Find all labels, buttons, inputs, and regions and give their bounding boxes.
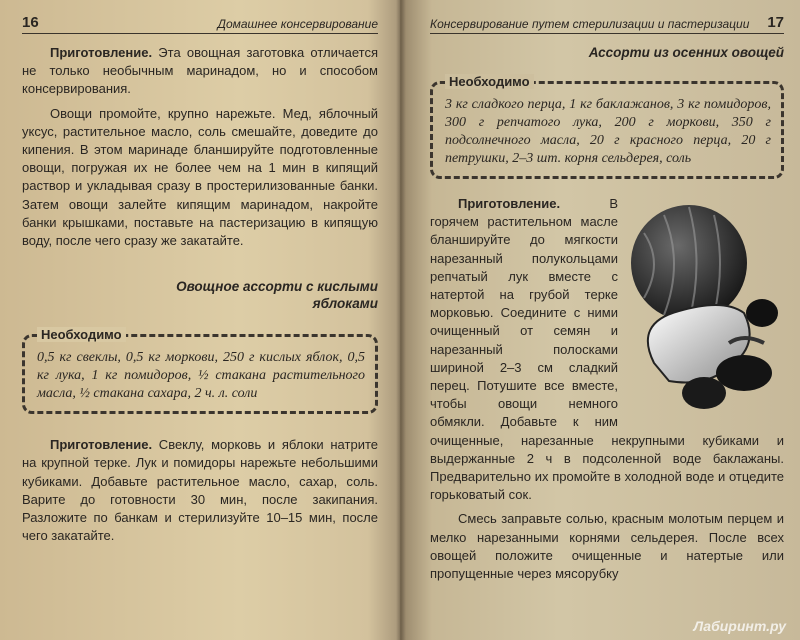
preparation-label: Приготовление. bbox=[50, 437, 153, 453]
right-page-header bbox=[430, 14, 784, 34]
paragraph bbox=[22, 436, 378, 545]
ingredients-box bbox=[22, 327, 378, 414]
ingredients-text: 0,5 кг свеклы, 0,5 кг моркови, 250 г кислых яблок, 0,5 кг лука, 1 кг помидоров, ½ стакана растительного масла, ½ стакана сахара, 2 ч. л. соли bbox=[37, 350, 365, 402]
preparation-section bbox=[430, 195, 784, 583]
ingredients-text: 3 кг сладкого перца, 1 кг баклажанов, 3 кг помидоров, 300 г репчатого лука, 200 г моркови, 350 г подсолнечного масла, 20 г красного перца, 20 г петрушки, 2–3 шт. корня сельдерея, соль bbox=[445, 97, 771, 166]
recipe-title: Ассорти из осенних овощей bbox=[588, 45, 784, 60]
eggplant-shape bbox=[682, 377, 726, 409]
ingredients-label: Необходимо bbox=[445, 74, 534, 89]
eggplant-shape bbox=[746, 299, 778, 327]
watermelon-shape bbox=[631, 205, 747, 321]
left-page-header bbox=[22, 14, 378, 34]
paragraph-text: Эта овощная заготовка отличается не только необычным маринадом, но и способом консервирования. bbox=[22, 45, 378, 97]
paragraph bbox=[22, 44, 378, 99]
vegetables-illustration bbox=[624, 203, 784, 423]
book-gutter bbox=[396, 0, 406, 640]
recipe-title-line: Овощное ассорти с кислыми bbox=[176, 279, 378, 295]
recipe-title-line: яблоками bbox=[312, 296, 378, 312]
preparation-label: Приготовление. bbox=[458, 196, 561, 211]
paragraph-text: Свеклу, морковь и яблоки натрите на крупной терке. Лук и помидоры нарежьте небольшими кубиками. Добавьте растительное масло, сахар, соль. Варите до готовности 30 мин, после закипания. Разложите по банкам и стерилизуйте 10–15 мин, после чего закатайте. bbox=[22, 437, 378, 544]
paragraph: Овощи промойте, крупно нарежьте. Мед, яблочный уксус, растительное масло, соль смешайте, доведите до кипения. В этом маринаде бланшируйте подготовленные овощи, погружая их не более чем на 1 мин в кипящий раствор и укладывая сразу в простерилизованные банки. Затем овощи залейте кипящим маринадом, накройте банки крышками, поставьте на пастеризацию в кипящую воду, после чего сразу же закатайте. bbox=[22, 105, 378, 249]
paragraph: Смесь заправьте солью, красным молотым перцем и мелко нарезанными корнями сельдерея. После всех овощей положите очищенные и натертые или пропущенные через мясорубку bbox=[430, 511, 784, 582]
eggplant-shape bbox=[716, 355, 772, 391]
right-page bbox=[400, 0, 800, 640]
paragraph-text: В горячем растительном масле бланшируйте до мягкости нарезанный полукольцами репчатый лук вместе с натертой на грубой терке морковью. Соедините с ними очищенный от семян и нарезанный полосками шириной 2–3 см сладкий перец. Потушите все вместе, чтобы овощи немного обмякли. Добавьте к ним очищенные, нарезанные некрупными кубиками и выдержанные 2 ч в подсоленной воде баклажаны. Предварительно их промойте в холодной воде и отцедите горьковатый сок. bbox=[430, 196, 784, 503]
watermark-label: Лабиринт.ру bbox=[693, 618, 786, 634]
recipe-title bbox=[22, 278, 378, 312]
ingredients-box bbox=[430, 74, 784, 179]
preparation-label: Приготовление. bbox=[50, 45, 153, 60]
page-number: 16 bbox=[22, 14, 39, 31]
running-title: Консервирование путем стерилизации и пастеризации bbox=[430, 17, 750, 31]
running-title: Домашнее консервирование bbox=[217, 17, 378, 31]
ingredients-label: Необходимо bbox=[37, 327, 126, 342]
page-number: 17 bbox=[767, 14, 784, 31]
